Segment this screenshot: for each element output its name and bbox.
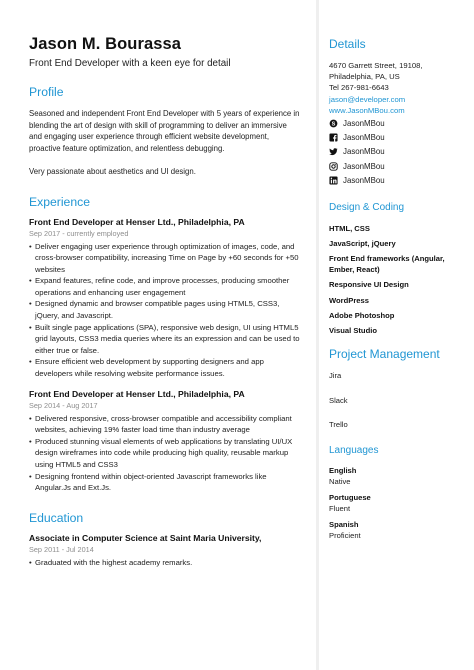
job-bullet: • Designing frontend within object-oriented Javascript frameworks like Angular.Js and Ext.Js. <box>29 471 302 494</box>
education-heading: Education <box>29 510 84 525</box>
language-name: Portuguese <box>329 492 371 502</box>
facebook-icon <box>329 133 338 142</box>
education-title: Associate in Computer Science at Saint Maria University, <box>29 532 262 543</box>
job-bullet: • Ensure efficient web development by supporting designers and app developers while resolving website performance issues. <box>29 356 302 379</box>
column-divider <box>316 0 319 670</box>
social-instagram[interactable] <box>329 159 469 173</box>
social-facebook[interactable] <box>329 130 469 144</box>
job-bullet: • Designed dynamic and browser compatible pages using HTML5, CSS3, jQuery, and Javascript. <box>29 298 302 321</box>
skill-item: Front End frameworks (Angular, Ember, React) <box>329 254 445 275</box>
pm-tool: Slack <box>329 395 348 405</box>
languages-heading: Languages <box>329 444 379 456</box>
social-handle: JasonMBou <box>343 175 385 185</box>
experience-heading: Experience <box>29 194 90 209</box>
sidebar-column <box>329 0 469 670</box>
skill-item: JavaScript, jQuery <box>329 238 396 248</box>
job-bullet: • Produced stunning visual elements of web applications by translating UI/UX design wireframes into code while producing high quality, reusable markup using HTML5 and CSS3 <box>29 436 302 471</box>
education-bullet: • Graduated with the highest academy remarks. <box>29 557 302 569</box>
language-level: Fluent <box>329 503 351 513</box>
skill-item: Responsive UI Design <box>329 280 409 290</box>
job-bullet: • Expand features, refine code, and improve processes, producing smoother operations and enhancing user engagement <box>29 275 302 298</box>
skills-list <box>329 223 469 337</box>
job-entry <box>29 217 302 380</box>
education-dates: Sep 2011 - Jul 2014 <box>29 544 94 554</box>
language-name: English <box>329 465 357 475</box>
address-city: Philadelphia, PA, US <box>329 72 400 82</box>
candidate-tagline: Front End Developer with a keen eye for detail <box>29 58 231 69</box>
job-dates: Sep 2014 - Aug 2017 <box>29 400 98 410</box>
skype-icon <box>329 119 338 128</box>
language-level: Native <box>329 476 351 486</box>
social-handle: JasonMBou <box>343 147 385 157</box>
pm-tool: Trello <box>329 420 348 430</box>
profile-note: Very passionate about aesthetics and UI design. <box>29 166 196 176</box>
profile-heading: Profile <box>29 85 64 99</box>
twitter-icon <box>329 147 338 156</box>
linkedin-icon <box>329 176 338 185</box>
education-entry <box>29 533 302 569</box>
education-bullets <box>29 557 302 569</box>
skill-item: Visual Studio <box>329 326 377 336</box>
details-list <box>329 60 469 188</box>
project-management-heading: Project Management <box>329 347 440 362</box>
job-dates: Sep 2017 - currently employed <box>29 228 129 238</box>
website-link[interactable]: www.JasonMBou.com <box>329 105 405 115</box>
language-level: Proficient <box>329 530 361 540</box>
skill-item: HTML, CSS <box>329 223 370 233</box>
social-linkedin[interactable] <box>329 173 469 187</box>
job-bullet: • Deliver engaging user experience through optimization of images, code, and cross-browser compatibility, increasing Time on Page by +60 seconds for +50 websites <box>29 241 302 276</box>
job-bullets <box>29 241 302 380</box>
skill-item: WordPress <box>329 295 369 305</box>
job-title: Front End Developer at Henser Ltd., Philadelphia, PA <box>29 216 245 227</box>
phone-number: Tel 267-981-6643 <box>329 83 389 93</box>
job-bullets <box>29 413 302 494</box>
pm-tool: Jira <box>329 371 342 381</box>
email-link[interactable]: jason@developer.com <box>329 94 406 104</box>
languages-list <box>329 465 469 541</box>
social-skype[interactable] <box>329 116 469 130</box>
social-twitter[interactable] <box>329 145 469 159</box>
svg-text:S: S <box>331 121 336 128</box>
skill-item: Adobe Photoshop <box>329 310 395 320</box>
job-entry <box>29 389 302 494</box>
design-coding-heading: Design & Coding <box>329 201 405 213</box>
profile-summary: Seasoned and independent Front End Developer with 5 years of experience in blending the art of design with skill of programming to deliver an immersive and engaging user experience through efficient website development, proactive feature optimization, and relentless debugging. <box>29 109 300 154</box>
social-handle: JasonMBou <box>343 118 385 128</box>
social-handle: JasonMBou <box>343 161 385 171</box>
job-bullet: • Built single page applications (SPA), responsive web design, UI using HTML5 grid layouts, CSS3 media queries where its an expression and can be used to either true or false. <box>29 322 302 357</box>
project-management-list <box>329 370 469 430</box>
language-name: Spanish <box>329 519 359 529</box>
details-heading: Details <box>329 37 366 51</box>
social-handle: JasonMBou <box>343 132 385 142</box>
address-line: 4670 Garrett Street, 19108, <box>329 61 423 70</box>
job-bullet: • Delivered responsive, cross-browser compatible and accessibility compliant websites, achieving 19% faster load time than industry average <box>29 413 302 436</box>
job-title: Front End Developer at Henser Ltd., Philadelphia, PA <box>29 388 245 399</box>
candidate-name: Jason M. Bourassa <box>29 35 182 53</box>
instagram-icon <box>329 162 338 171</box>
